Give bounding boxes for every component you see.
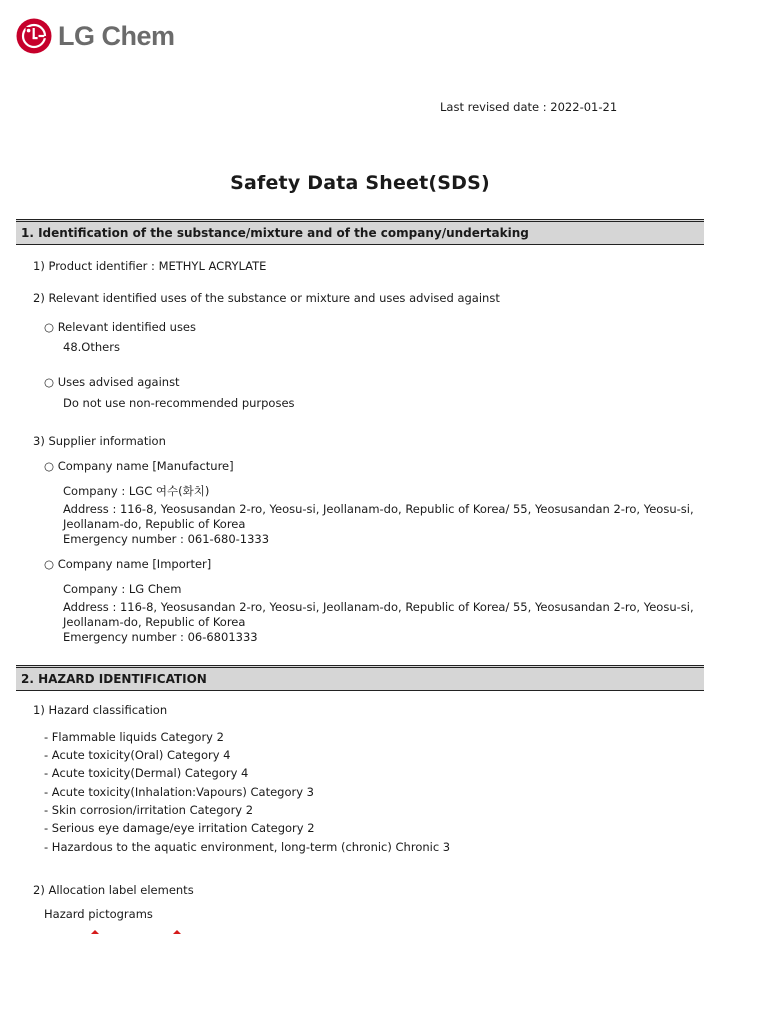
identified-uses-value: 48.Others xyxy=(63,340,120,354)
hazard-classification-heading: 1) Hazard classification xyxy=(33,703,168,717)
section-2-heading: 2. HAZARD IDENTIFICATION xyxy=(21,672,207,686)
hazard-classification-item: - Acute toxicity(Oral) Category 4 xyxy=(44,748,231,762)
supplier-heading: 3) Supplier information xyxy=(33,434,166,448)
product-identifier: 1) Product identifier : METHYL ACRYLATE xyxy=(33,259,267,273)
importer-label: ○ Company name [Importer] xyxy=(44,557,212,571)
section-2-header xyxy=(16,665,704,691)
importer-address: Address : 116-8, Yeosusandan 2-ro, Yeosu-si, Jeollanam-do, Republic of Korea/ 55, Yeosusandan 2-ro, Yeosu-si, Jeollanam-do, Republic of Korea xyxy=(63,600,694,629)
label-elements-heading: 2) Allocation label elements xyxy=(33,883,194,897)
hazard-classification-item: - Acute toxicity(Dermal) Category 4 xyxy=(44,766,249,780)
hazard-classification-item: - Skin corrosion/irritation Category 2 xyxy=(44,803,254,817)
section-1-header xyxy=(16,219,704,245)
hazard-classification-item: - Flammable liquids Category 2 xyxy=(44,730,224,744)
hazard-pictograms-label: Hazard pictograms xyxy=(44,907,153,921)
manufacturer-emergency: Emergency number : 061-680-1333 xyxy=(63,532,270,546)
manufacturer-address: Address : 116-8, Yeosusandan 2-ro, Yeosu-si, Jeollanam-do, Republic of Korea/ 55, Yeosusandan 2-ro, Yeosu-si, Jeollanam-do, Republic of Korea xyxy=(63,502,694,531)
lg-face-logo-icon xyxy=(16,18,52,54)
advised-against-value: Do not use non-recommended purposes xyxy=(63,396,295,410)
manufacturer-company: Company : LGC 여수(화치) xyxy=(63,484,210,498)
flame-pictogram-icon xyxy=(91,930,99,934)
document-title: Safety Data Sheet(SDS) xyxy=(230,172,490,194)
logo-wordmark: LG Chem xyxy=(58,20,175,51)
hazard-classification-item: - Acute toxicity(Inhalation:Vapours) Category 3 xyxy=(44,785,315,799)
lg-chem-logo xyxy=(16,18,175,54)
importer-emergency: Emergency number : 06-6801333 xyxy=(63,630,258,644)
manufacturer-label: ○ Company name [Manufacture] xyxy=(44,459,234,473)
identified-uses-label: ○ Relevant identified uses xyxy=(44,320,196,334)
hazard-classification-item: - Serious eye damage/eye irritation Category 2 xyxy=(44,821,315,835)
skull-pictogram-icon xyxy=(173,930,181,934)
last-revised-date: Last revised date : 2022-01-21 xyxy=(440,100,618,114)
section-1-heading: 1. Identification of the substance/mixture and of the company/undertaking xyxy=(21,226,529,240)
uses-heading: 2) Relevant identified uses of the substance or mixture and uses advised against xyxy=(33,291,500,305)
importer-company: Company : LG Chem xyxy=(63,582,182,596)
hazard-classification-item: - Hazardous to the aquatic environment, long-term (chronic) Chronic 3 xyxy=(44,840,451,854)
advised-against-label: ○ Uses advised against xyxy=(44,375,180,389)
